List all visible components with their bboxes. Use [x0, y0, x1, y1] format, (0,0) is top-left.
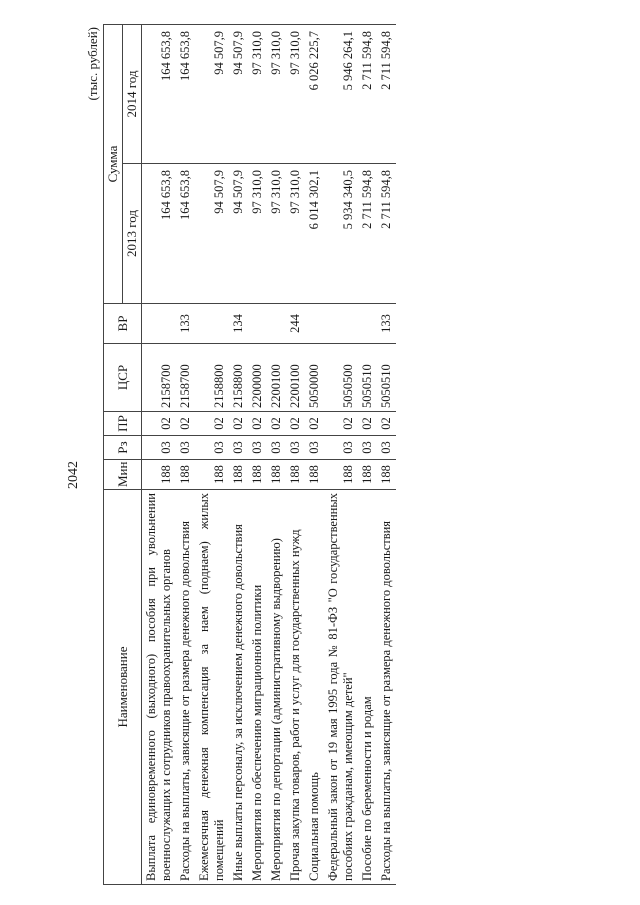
cell-rz: 03 — [176, 436, 195, 460]
cell-min: 188 — [358, 460, 377, 490]
cell-vr: 133 — [377, 304, 396, 344]
cell-pr: 02 — [248, 412, 267, 436]
cell-y2013: 164 653,8 — [176, 164, 195, 304]
cell-name: Мероприятия по депортации (административному выдворению) — [267, 490, 286, 885]
cell-y2013: 97 310,0 — [267, 164, 286, 304]
cell-y2013: 6 014 302,1 — [305, 164, 324, 304]
cell-min: 188 — [305, 460, 324, 490]
cell-rz: 03 — [324, 436, 358, 460]
header-2013: 2013 год — [123, 164, 142, 304]
cell-pr: 02 — [358, 412, 377, 436]
table-row — [195, 25, 229, 885]
budget-table — [103, 24, 396, 885]
cell-vr — [305, 304, 324, 344]
cell-name: Социальная помощь — [305, 490, 324, 885]
cell-rz: 03 — [267, 436, 286, 460]
cell-y2014: 6 026 225,7 — [305, 25, 324, 164]
page-number: 2042 — [66, 461, 81, 489]
cell-csr: 2200100 — [286, 344, 305, 412]
cell-csr: 2158700 — [142, 344, 177, 412]
cell-min: 188 — [286, 460, 305, 490]
table-row — [377, 25, 396, 885]
cell-name: Расходы на выплаты, зависящие от размера денежного довольствия — [377, 490, 396, 885]
cell-csr: 5050000 — [305, 344, 324, 412]
cell-name: Расходы на выплаты, зависящие от размера денежного довольствия — [176, 490, 195, 885]
cell-min: 188 — [324, 460, 358, 490]
table-row — [229, 25, 248, 885]
table-row — [358, 25, 377, 885]
cell-vr — [195, 304, 229, 344]
header-2014: 2014 год — [123, 25, 142, 164]
cell-pr: 02 — [286, 412, 305, 436]
unit-label: (тыс. рублей) — [85, 27, 100, 101]
table-row — [176, 25, 195, 885]
cell-y2013: 97 310,0 — [248, 164, 267, 304]
cell-y2014: 164 653,8 — [176, 25, 195, 164]
cell-csr: 2158700 — [176, 344, 195, 412]
cell-csr: 5050510 — [377, 344, 396, 412]
table-row — [248, 25, 267, 885]
cell-vr: 133 — [176, 304, 195, 344]
cell-y2014: 164 653,8 — [142, 25, 177, 164]
cell-min: 188 — [267, 460, 286, 490]
cell-y2013: 2 711 594,8 — [358, 164, 377, 304]
header-rz: Рз — [104, 436, 142, 460]
cell-rz: 03 — [286, 436, 305, 460]
table-row — [286, 25, 305, 885]
cell-pr: 02 — [195, 412, 229, 436]
cell-rz: 03 — [229, 436, 248, 460]
cell-pr: 02 — [229, 412, 248, 436]
cell-y2013: 97 310,0 — [286, 164, 305, 304]
cell-pr: 02 — [142, 412, 177, 436]
table-row — [305, 25, 324, 885]
table-row — [324, 25, 358, 885]
cell-min: 188 — [195, 460, 229, 490]
cell-rz: 03 — [195, 436, 229, 460]
header-vr: ВР — [104, 304, 142, 344]
cell-min: 188 — [248, 460, 267, 490]
cell-csr: 2158800 — [229, 344, 248, 412]
cell-pr: 02 — [267, 412, 286, 436]
cell-y2014: 94 507,9 — [195, 25, 229, 164]
cell-rz: 03 — [358, 436, 377, 460]
cell-y2014: 97 310,0 — [267, 25, 286, 164]
cell-csr: 2158800 — [195, 344, 229, 412]
cell-pr: 02 — [377, 412, 396, 436]
table-header — [104, 25, 142, 885]
cell-name: Федеральный закон от 19 мая 1995 года № 81-ФЗ "О государственных пособиях гражданам, имеющим детей" — [324, 490, 358, 885]
header-pr: ПР — [104, 412, 142, 436]
cell-pr: 02 — [324, 412, 358, 436]
cell-y2013: 5 934 340,5 — [324, 164, 358, 304]
cell-rz: 03 — [377, 436, 396, 460]
cell-name: Ежемесячная денежная компенсация за наем (поднаем) жилых помещений — [195, 490, 229, 885]
table-row — [142, 25, 177, 885]
cell-vr — [358, 304, 377, 344]
cell-name: Пособие по беременности и родам — [358, 490, 377, 885]
cell-vr — [267, 304, 286, 344]
cell-csr: 5050510 — [358, 344, 377, 412]
cell-y2013: 94 507,9 — [195, 164, 229, 304]
cell-y2013: 164 653,8 — [142, 164, 177, 304]
cell-y2014: 5 946 264,1 — [324, 25, 358, 164]
cell-name: Прочая закупка товаров, работ и услуг для государственных нужд — [286, 490, 305, 885]
cell-min: 188 — [142, 460, 177, 490]
cell-name: Мероприятия по обеспечению миграционной политики — [248, 490, 267, 885]
cell-y2014: 97 310,0 — [248, 25, 267, 164]
cell-y2014: 2 711 594,8 — [377, 25, 396, 164]
cell-vr — [248, 304, 267, 344]
cell-vr: 244 — [286, 304, 305, 344]
cell-csr: 5050500 — [324, 344, 358, 412]
cell-min: 188 — [229, 460, 248, 490]
cell-pr: 02 — [176, 412, 195, 436]
cell-y2014: 2 711 594,8 — [358, 25, 377, 164]
cell-rz: 03 — [305, 436, 324, 460]
table-body — [142, 25, 397, 885]
cell-vr: 134 — [229, 304, 248, 344]
cell-y2013: 2 711 594,8 — [377, 164, 396, 304]
cell-min: 188 — [176, 460, 195, 490]
cell-csr: 2200100 — [267, 344, 286, 412]
cell-pr: 02 — [305, 412, 324, 436]
cell-y2014: 97 310,0 — [286, 25, 305, 164]
cell-name: Иные выплаты персоналу, за исключением денежного довольствия — [229, 490, 248, 885]
header-min: Мин — [104, 460, 142, 490]
header-name: Наименование — [104, 490, 142, 885]
budget-page — [75, 25, 570, 885]
cell-rz: 03 — [142, 436, 177, 460]
header-csr: ЦСР — [104, 344, 142, 412]
table-row — [267, 25, 286, 885]
header-sum: Сумма — [104, 25, 123, 304]
cell-csr: 2200000 — [248, 344, 267, 412]
cell-vr — [142, 304, 177, 344]
cell-y2014: 94 507,9 — [229, 25, 248, 164]
cell-name: Выплата единовременного (выходного) пособия при увольнении военнослужащих и сотрудников правоохранительных органов — [142, 490, 177, 885]
cell-y2013: 94 507,9 — [229, 164, 248, 304]
cell-vr — [324, 304, 358, 344]
cell-min: 188 — [377, 460, 396, 490]
cell-rz: 03 — [248, 436, 267, 460]
